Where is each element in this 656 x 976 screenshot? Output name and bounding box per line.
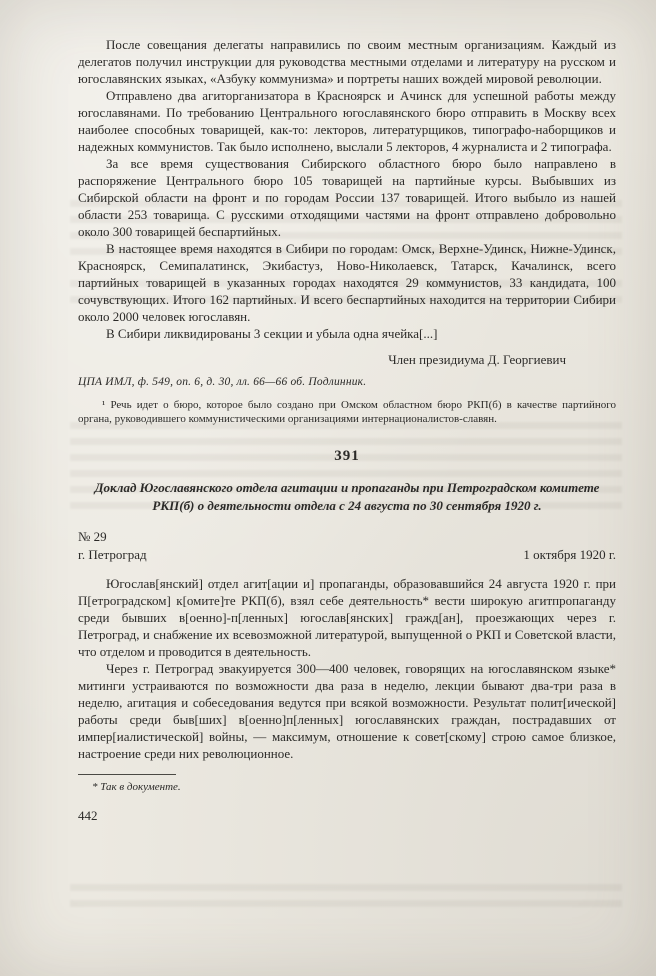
paragraph: За все время существования Сибирского областного бюро было направлено в распоряжение Центрального бюро 105 товарищей на партийные курсы. Выбывших из Сибирской области на фронт и по городам России 137 товарищей. Итого выбыло из нашей области 253 товарища. С русскими отходящими частями на фронт отправлено добровольно около 300 товарищей беспартийных. [78,156,616,239]
paragraph: В настоящее время находятся в Сибири по городам: Омск, Верхне-Удинск, Нижне-Удинск, Красноярск, Семипалатинск, Экибастуз, Ново-Николаевск, Татарск, Качалинск, всего партийных товарищей в указанных городах находятся 29 коммунистов, 33 кандидата, 100 сочувствующих. Итого 162 партийных. И всего беспартийных находится на территории Сибири около 2000 человек югославян. [78,241,616,324]
paragraph: Отправлено два агиторганизатора в Красноярск и Ачинск для успешной работы между югославянами. По требованию Центрального югославянского бюро отправить в Москву всех наиболее способных товарищей, как-то: лекторов, литературщиков, типографо-наборщиков и надежных коммунистов. Так было исполнено, выслали 5 лекторов, 4 журналиста и 2 типографа. [78,88,616,154]
footnote-numbered: ¹ Речь идет о бюро, которое было создано при Омском областном бюро РКП(б) в качестве партийного органа, руководившего коммунистическими организациями интернационалистов-славян. [78,399,616,425]
footnote-separator [78,774,176,775]
document-registry-number: № 29 [78,529,107,544]
dateline [78,546,616,563]
place-label: г. Петроград [78,547,147,562]
date-label: 1 октября 1920 г. [523,547,616,562]
archival-citation: ЦПА ИМЛ, ф. 549, оп. 6, д. 30, лл. 66—66 об. Подлинник. [78,376,367,388]
signature-line: Член президиума Д. Георгиевич [388,352,566,367]
current-document-section [78,448,616,824]
paragraph: После совещания делегаты направились по своим местным организациям. Каждый из делегатов получил инструкции для руководства местными отделами и литературу на русском и югославянских языках, «Азбуку коммунизма» и портреты наших вождей мировой революции. [78,37,616,86]
paragraph: В Сибири ликвидированы 3 секции и убыла одна ячейка[...] [106,326,438,341]
paragraph: Через г. Петроград эвакуируется 300—400 человек, говорящих на югославянском языке* митинги устраиваются по возможности два раза в неделю, лекции бывают два-три раза в неделю, агитация и собеседования ведутся при всякой возможности. Результат полит[ической] работы среди быв[ших] в[оенно]п[ленных] югославянских граждан, пострадавших от импер[иалистической] войны, — максимум, отношение к совет[скому] строю самое близкое, настроение среди них революционное. [78,661,616,761]
page-number: 442 [78,808,98,823]
footnote-asterisk: * Так в документе. [92,781,181,793]
previous-document-section [78,36,616,426]
document-number: 391 [334,448,360,464]
bleedthrough-artifact [70,880,622,914]
document-title: Доклад Югославянского отдела агитации и пропаганды при Петроградском комитете РКП(б) о деятельности отдела с 24 августа по 30 сентября 1920 г. [94,480,600,513]
paragraph: Югослав[янский] отдел агит[ации и] пропаганды, образовавшийся 24 августа 1920 г. при П[етроградском] к[омите]те РКП(б), взял себе деятельность* вести широкую агитпропаганду среди бывших в[оенно]-п[ленных] югослав[янских] гражд[ан], проезжающих через г. Петроград, и снабжение их всевозможной литературой, выпущенной о РКП и Советской власти, что отделом и проводится в деятельность. [78,576,616,659]
